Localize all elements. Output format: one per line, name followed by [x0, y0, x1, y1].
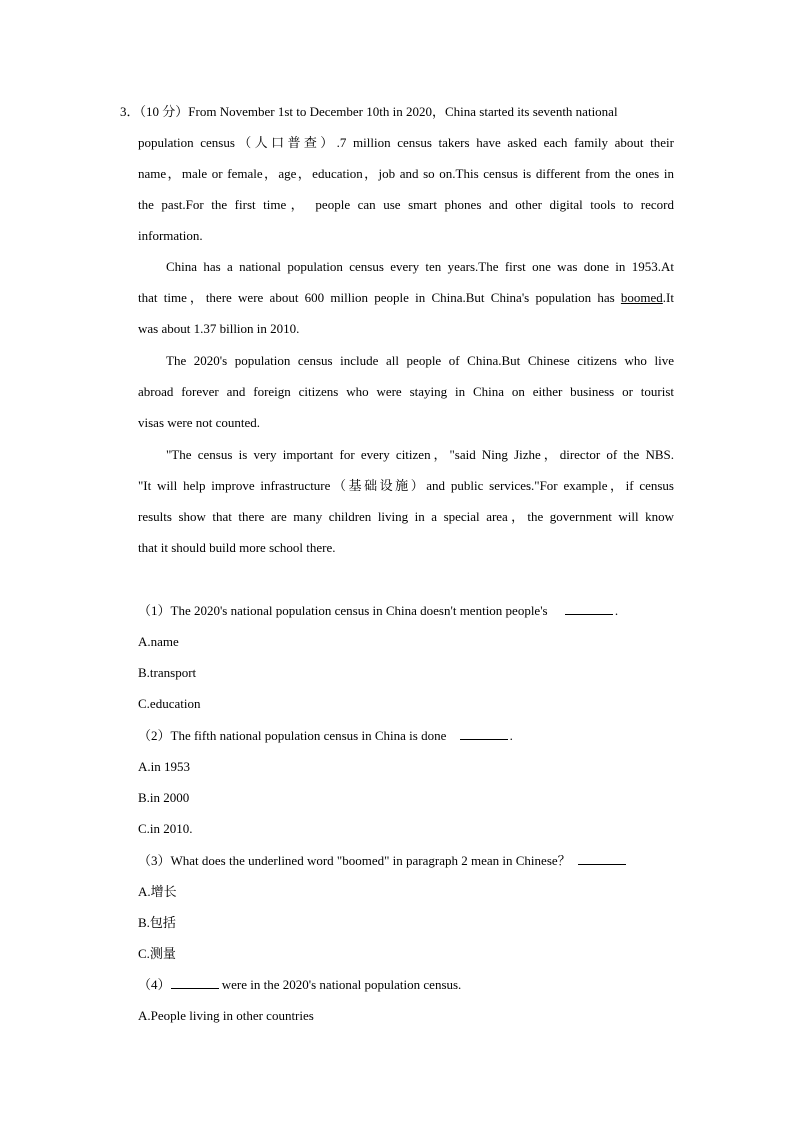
stem-text: （3）What does the underlined word "boomed" in paragraph 2 mean in Chinese？ — [138, 853, 571, 868]
answer-blank[interactable] — [460, 728, 508, 740]
answer-blank[interactable] — [565, 603, 613, 615]
passage-text: .It — [662, 290, 674, 305]
passage-text: that time，there were about 600 million people in China.But China's population has — [138, 290, 621, 305]
passage-line: name，male or female，age，education，job and so on.This census is different from the ones in — [138, 166, 674, 181]
stem-text: （1）The 2020's national population census in China doesn't mention people's — [138, 603, 548, 618]
stem-text: （4） — [138, 977, 171, 992]
passage-line: The 2020's population census include all people of China.But Chinese citizens who live — [166, 353, 674, 368]
option-a: A.People living in other countries — [138, 1008, 314, 1023]
option-a: A.增长 — [138, 884, 177, 899]
sub-question-stem — [138, 853, 628, 869]
stem-text: were in the 2020's national population census. — [218, 977, 462, 992]
passage-line: "It will help improve infrastructure（基础设施）and public services."For example，if census — [138, 478, 674, 493]
passage-line: visas were not counted. — [138, 415, 261, 430]
question-score: （10 分） — [139, 104, 189, 119]
passage-line: the past.For the first time， people can use smart phones and other digital tools to record — [138, 197, 674, 212]
passage-line: that it should build more school there. — [138, 540, 336, 555]
option-b: B.in 2000 — [138, 790, 190, 805]
option-b: B.包括 — [138, 915, 176, 930]
option-b: B.transport — [138, 665, 197, 680]
passage-line: "The census is very important for every citizen，"said Ning Jizhe，director of the NBS. — [166, 447, 674, 462]
option-a: A.in 1953 — [138, 759, 190, 774]
option-c: C.测量 — [138, 946, 176, 961]
question-number: 3． — [120, 104, 140, 119]
option-c: C.education — [138, 696, 201, 711]
sub-question-stem — [138, 977, 461, 993]
passage-line: population census（人口普查）.7 million census takers have asked each family about their — [138, 135, 674, 150]
passage-line-with-underline — [138, 290, 674, 306]
option-a: A.name — [138, 634, 179, 649]
stem-text: . — [614, 603, 619, 618]
passage-line: results show that there are many children living in a special area，the government will know — [138, 509, 674, 524]
option-c: C.in 2010. — [138, 821, 193, 836]
sub-question-stem — [138, 728, 513, 744]
answer-blank[interactable] — [171, 977, 219, 989]
sub-question-stem — [138, 603, 618, 619]
passage-line: From November 1st to December 10th in 2020，China started its seventh national — [188, 104, 618, 119]
passage-line: was about 1.37 billion in 2010. — [138, 321, 300, 336]
passage-line: China has a national population census every ten years.The first one was done in 1953.At — [166, 259, 674, 274]
stem-text: （2）The fifth national population census in China is done — [138, 728, 447, 743]
underlined-word: boomed — [620, 290, 663, 305]
stem-text: . — [509, 728, 513, 743]
passage-line: abroad forever and foreign citizens who were staying in China on either business or tourist — [138, 384, 674, 399]
question-header-line — [120, 104, 618, 120]
answer-blank[interactable] — [578, 853, 626, 865]
passage-line: information. — [138, 228, 203, 243]
